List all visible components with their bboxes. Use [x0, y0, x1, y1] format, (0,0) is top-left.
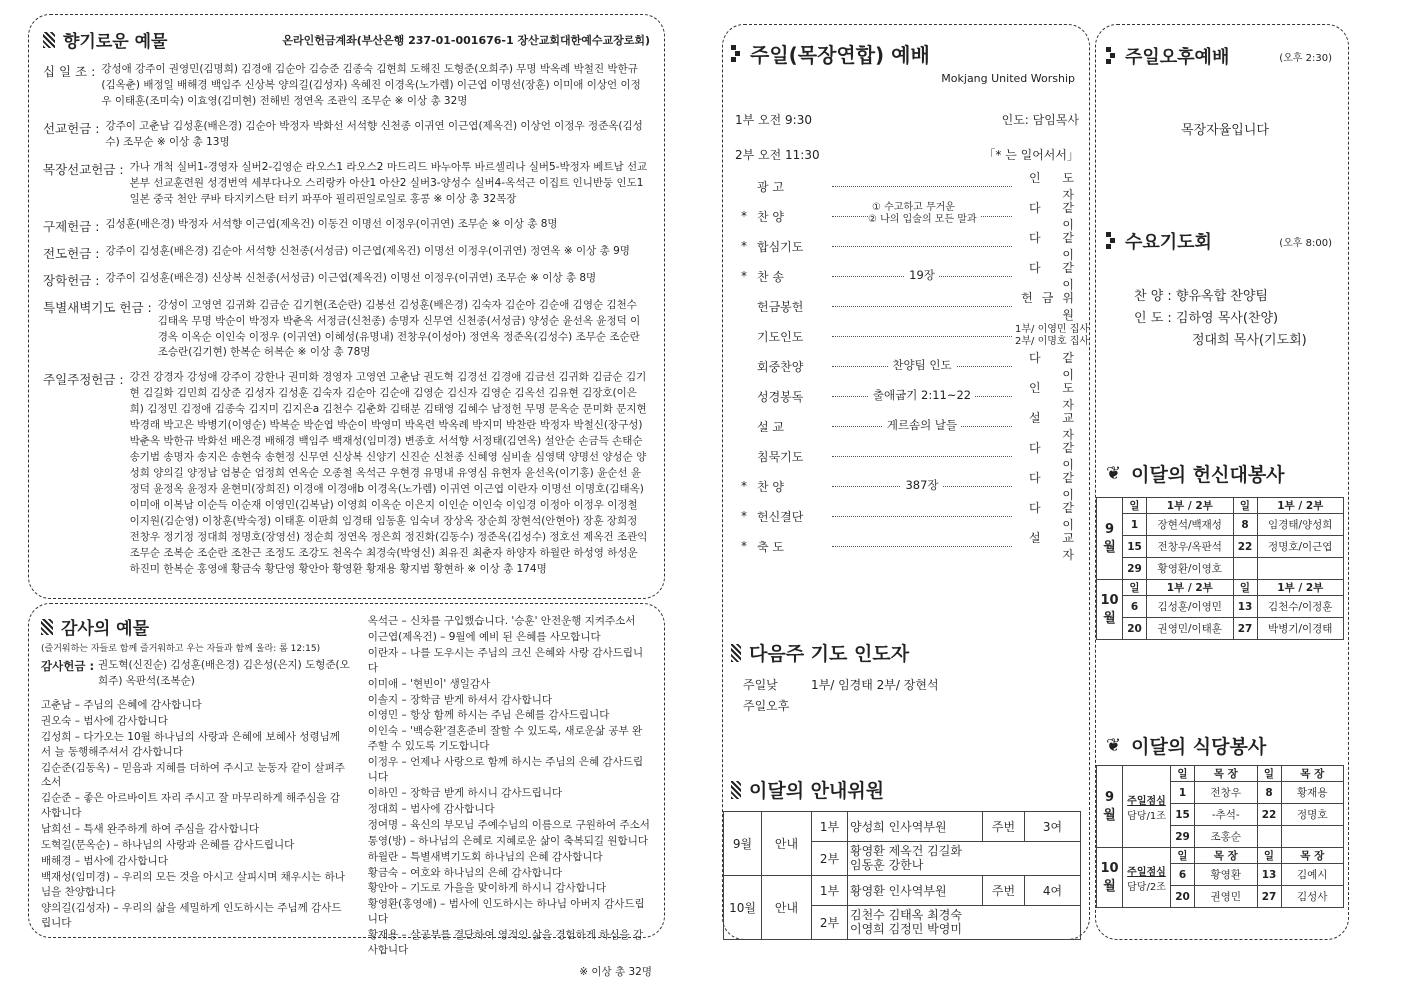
thanks-total: ※ 이상 총 32명	[579, 965, 652, 978]
usher-n2-line2: 임동훈 강한나	[850, 857, 924, 872]
order-content-text: 19장	[905, 268, 939, 282]
thanks-item: 권오숙 – 범사에 감사합니다	[41, 714, 168, 727]
order-dots	[832, 336, 1012, 337]
thanks-item: 백재성(임미경) – 우리의 모든 것을 아시고 살피시며 채우시는 하나님을 찬양합니다	[41, 870, 345, 898]
order-content	[832, 357, 1012, 373]
offering-names: 강성이 고영연 김귀화 김금순 김기현(조순란) 김봉선 김성훈(배은경) 김숙자 김순아 김순애 김영순 김천수 김태옥 무명 박순이 박정자 박춘옥 서정금(신천종) 송명자 신무연 신천종(서성금) 양성순 윤선옥 윤정덕 이경옥 이옥순 이인숙 이정우 (이귀연) 이혜성(유명내) 전창우(이성아) 정연옥 정준옥(김성수) 조무순 조순란 조승란(김기현) 한복순 허복순 ※ 이상 총 78명	[157, 298, 641, 359]
cafeteria-table	[1096, 765, 1344, 908]
worship-subtitle: Mokjang United Worship	[941, 72, 1075, 85]
prayer-section	[731, 639, 1083, 714]
header-cell: 일	[1123, 498, 1147, 514]
usher-p2: 2부	[812, 842, 848, 876]
order-content	[832, 202, 1012, 227]
thanks-item: 이솔지 – 장학금 받게 하셔서 감사합니다	[367, 693, 552, 706]
ushers-title: 이달의 안내위원	[749, 780, 885, 802]
order-content-text: 게르솜의 날들	[883, 418, 961, 432]
header-cell: 1부 / 2부	[1257, 580, 1344, 596]
offering-label: 목장선교헌금 :	[43, 161, 124, 177]
order-dots	[832, 357, 1012, 372]
day-cell: 27	[1257, 886, 1281, 908]
offering-group	[43, 217, 650, 235]
fleuron-icon: ❦	[1106, 463, 1122, 485]
order-item: 헌신결단	[757, 509, 804, 524]
usher-n2	[848, 842, 1081, 876]
day-cell: 8	[1233, 514, 1257, 536]
thanks-item: 통영(방) – 하나님의 은혜로 지혜로운 삶이 축복되길 원합니다	[367, 834, 648, 847]
service-time-1: 1부 오전 9:30	[735, 113, 812, 127]
name-cell: -추석-	[1195, 804, 1258, 826]
thanks-item: 옥석근 – 신차를 구입했습니다. '승훈' 안전운행 지켜주소서	[367, 615, 636, 627]
order-dots	[832, 246, 1012, 247]
prayer-label-day: 주일낮	[743, 678, 778, 692]
thanks-item: 정대희 – 범사에 감사합니다	[367, 802, 495, 815]
name-cell: 임경태/양성희	[1257, 514, 1344, 536]
name-cell: 김성사	[1281, 886, 1344, 908]
name-cell: 전창우	[1195, 782, 1258, 804]
name-cell	[1281, 826, 1344, 848]
fleuron-icon: ❦	[1106, 735, 1122, 757]
usher-p1: 1부	[812, 812, 848, 842]
usher-month: 10월	[724, 876, 762, 940]
header-cell: 목 장	[1281, 766, 1344, 782]
thanks-item: 김순준(김동옥) – 믿음과 지혜를 더하여 주시고 눈동자 같이 살펴주소서	[41, 761, 345, 789]
name-cell: 권영민	[1195, 886, 1258, 908]
offering-group	[43, 298, 650, 362]
order-row	[731, 261, 1083, 291]
offering-names: 강주이 김성훈(배은경) 김순아 서석향 신천종(서성금) 이근엽(제옥건) 이명선 이정우(이귀연) 정연옥 ※ 이상 총 9명	[105, 244, 630, 257]
offering-names: 강주이 고춘남 김성훈(배은경) 김순아 박정자 박화선 서석향 신천종 이귀연 이근엽(제옥건) 이상언 이정우 정준옥(김성수) 조무순 ※ 이상 총 13명	[105, 119, 643, 148]
afternoon-time: (오후 2:30)	[1279, 52, 1332, 64]
order-person: 다 같 이	[1029, 501, 1083, 532]
order-row	[731, 471, 1083, 501]
thanks-subtitle: (즐거워하는 자들로 함께 즐거워하고 우는 자들과 함께 울라: 롬 12:15)	[41, 644, 321, 654]
usher-n2-line2: 이영희 김정민 박영미	[850, 921, 962, 936]
month-cell: 9 월	[1097, 498, 1123, 580]
header-cell: 목 장	[1195, 848, 1258, 864]
day-cell: 29	[1123, 558, 1147, 580]
order-person: 다 같 이	[1029, 201, 1083, 232]
order-content	[832, 417, 1012, 433]
pattern-marker-icon	[43, 32, 55, 48]
thanks-item: 이근엽(제옥건) – 9월에 예비 된 은혜를 사모합니다	[367, 630, 601, 643]
ushers-section	[731, 776, 1083, 940]
pattern-marker-icon	[731, 644, 741, 662]
pattern-marker-icon	[731, 781, 741, 799]
offering-label: 전도헌금 :	[43, 245, 100, 261]
usher-tag: 주번	[983, 812, 1025, 842]
offering-panel	[28, 14, 665, 599]
side-panel	[1095, 24, 1349, 940]
offering-group	[43, 370, 650, 577]
day-cell	[1233, 558, 1257, 580]
afternoon-title: 주일오후예배	[1125, 47, 1230, 68]
order-dots	[832, 546, 1012, 547]
offering-group	[43, 119, 650, 151]
thanks-label: 감사헌금 :	[41, 659, 95, 673]
afternoon-text: 목장자율입니다	[1181, 123, 1269, 138]
header-cell: 일	[1171, 848, 1195, 864]
usher-month: 9월	[724, 812, 762, 876]
name-cell: 정명호/이근엽	[1257, 536, 1344, 558]
name-cell: 황영환	[1195, 864, 1258, 886]
prayer-title: 다음주 기도 인도자	[749, 643, 910, 665]
header-cell: 1부 / 2부	[1147, 580, 1234, 596]
day-cell: 6	[1123, 596, 1147, 618]
order-person: 헌금위원	[1021, 291, 1083, 322]
cafeteria-section	[1100, 732, 1344, 908]
thanks-item: 도혁길(문옥순) – 하나님의 사랑과 은혜를 감사드립니다	[41, 839, 295, 852]
order-item: 광 고	[757, 179, 784, 194]
offering-group	[43, 160, 650, 208]
name-cell: 김예시	[1281, 864, 1344, 886]
order-dots	[832, 477, 1012, 492]
thanks-left-list	[41, 698, 350, 931]
wednesday-title: 수요기도회	[1125, 232, 1212, 253]
order-dots	[832, 417, 1012, 432]
name-cell: 전창우/옥판석	[1147, 536, 1234, 558]
order-dots	[832, 456, 1012, 457]
thanks-item: 이란자 – 나를 도우시는 주님의 크신 은혜와 사랑 감사드립니다	[367, 646, 644, 674]
thanks-item: 이하민 – 장학금 받게 하시니 감사드립니다	[367, 786, 563, 799]
day-cell: 15	[1171, 804, 1195, 826]
order-item: 찬 양	[757, 479, 784, 494]
order-item: 기도인도	[757, 329, 804, 344]
order-content-text: 찬양팀 인도	[888, 358, 955, 372]
name-cell: 황영환/이영호	[1147, 558, 1234, 580]
thanks-item: 정여명 – 육신의 부모님 주예수님의 이름으로 구원하여 주소서	[367, 818, 650, 831]
name-cell: 장현석/백재성	[1147, 514, 1234, 536]
order-row	[731, 351, 1083, 381]
name-cell: 김천수/이정훈	[1257, 596, 1344, 618]
offering-group	[43, 271, 650, 289]
thanks-item: 남희선 – 특새 완주하게 하여 주심을 감사합니다	[41, 823, 259, 836]
offering-label: 십 일 조 :	[43, 64, 96, 79]
order-item: 성경봉독	[757, 389, 804, 404]
worship-title: 주일(목장연합) 예배	[750, 43, 930, 67]
thanks-panel	[28, 603, 665, 978]
day-cell: 22	[1257, 804, 1281, 826]
header-cell: 목 장	[1195, 766, 1258, 782]
meal-sub: 담당/2조	[1127, 881, 1166, 893]
month-cell: 10 월	[1097, 580, 1123, 640]
header-cell: 일	[1123, 580, 1147, 596]
name-cell: 정명호	[1281, 804, 1344, 826]
day-cell: 13	[1257, 864, 1281, 886]
usher-n2	[848, 906, 1081, 940]
day-cell: 15	[1123, 536, 1147, 558]
thanks-names: 권도혁(신진순) 김성훈(배은경) 김은성(은지) 도형준(오희주) 옥판석(조복순)	[98, 659, 350, 687]
order-mark: *	[741, 239, 747, 253]
wednesday-praise: 찬 양 : 향유옥합 찬양팀	[1134, 289, 1268, 304]
day-cell: 22	[1233, 536, 1257, 558]
offering-label: 장학헌금 :	[43, 272, 100, 288]
name-cell: 박병기/이경태	[1257, 618, 1344, 640]
order-person: 인 도 자	[1029, 171, 1083, 202]
prayer-label-afternoon: 주일오후	[743, 699, 790, 713]
order-dots	[832, 186, 1012, 187]
devotion-title: 이달의 헌신대봉사	[1131, 464, 1285, 487]
thanks-item: 이인숙 – '백승환'결혼준비 잘할 수 있도록, 새로운삶 공부 완주할 수 있도록 기도합니다	[367, 725, 643, 753]
meal-label-cell	[1123, 848, 1171, 908]
offering-names: 강건 강경자 강성애 강주이 강한나 권미화 경영자 고영연 고춘남 권도혁 김경선 김경애 김금선 김귀화 김금순 김기현 김길화 김민희 김상준 김성자 김성훈 김숙자 김순아 김순애 김영순 김신자 김영순 김옥선 김유현 김장호(이은희) 김정민 김정애 김종숙 김지미 김지은a 김천수 김춘화 김태분 김태영 김혜수 남정헌 무명 문옥순 문미화 문지현 박경래 박고은 박병기(이영순) 박복순 박순엽 박순이 박영미 박옥련 박옥례 박지미 박찬란 박정자 박철신(장구성) 박춘옥 박한규 박화선 배은경 배해경 백임주 백재성(임미경) 변종호 서석향 서정태(김연옥) 설안순 손금득 손태순 송기범 송명자 송지은 송현숙 송현정 신무연 신상복 신양기 신진순 신천종 신혜영 심비솔 심영택 양명선 양성순 양성희 양의길 양정남 엄봉순 엄정희 연옥순 오종철 옥석근 우현경 유명내 유영심 유현자 윤선옥(이기홍) 윤순선 윤정덕 윤정옥 윤정자 윤현미(장희진) 이경애 이경애b 이경옥(노가렘) 이귀연 이근엽 이란자 이명선 이명호(김태옥) 이미애 이복남 이순득 이순재 이영민(김복남) 이영희 이옥순 이은지 이인순 이인숙 이임경 이정아 이정우 이정철 이지원(김순영) 이창훈(박숙정) 이태훈 이판희 임경태 임동훈 임숙녀 장상옥 장순희 장현석(안현아) 장훈 장희정 전창우 정기정 정대희 정명호(장영선) 정순희 정연옥 정은희 정진화(김동수) 정준옥(김성수) 정호선 제옥건 조관익 조무순 조복순 조순란 조찬근 조정도 조강도 천옥수 최경숙(박영신) 최유진 최춘자 하양자 하월란 하성영 하성운 하진미 한복순 홍영애 황금숙 황단영 황안아 황영환 황재용 황지범 황현하 ※ 이상 총 174명	[129, 371, 648, 575]
thanks-item: 배해경 – 범사에 감사합니다	[41, 854, 168, 867]
header-cell: 일	[1171, 766, 1195, 782]
offering-title: 향기로운 예물	[63, 32, 168, 52]
offering-group	[43, 244, 650, 262]
thanks-right-list	[368, 614, 652, 958]
usher-n1: 황영환 인사역부원	[848, 876, 983, 906]
offering-title-wrap	[43, 27, 167, 52]
dots-marker-icon	[1106, 232, 1115, 250]
dots-marker-icon	[1106, 47, 1115, 65]
meal-label: 주일점심	[1127, 866, 1166, 878]
order-row	[731, 201, 1083, 231]
offering-label: 구제헌금 :	[43, 218, 100, 234]
thanks-item: 하월란 – 특별새벽기도회 하나님의 은혜 감사합니다	[367, 850, 603, 863]
dots-marker-icon	[731, 45, 740, 63]
thanks-item: 고춘남 – 주님의 은혜에 감사합니다	[41, 698, 202, 711]
order-item: 설 교	[757, 419, 784, 434]
header-cell: 일	[1257, 766, 1281, 782]
order-dots	[832, 267, 1012, 282]
header-cell: 1부 / 2부	[1257, 498, 1344, 514]
order-dots	[832, 387, 1012, 402]
usher-role: 안내	[762, 876, 812, 940]
day-cell: 27	[1233, 618, 1257, 640]
standing-note: 「* 는 일어서서」	[983, 148, 1079, 162]
order-item: 합심기도	[757, 239, 804, 254]
offering-label: 특별새벽기도 헌금 :	[43, 299, 152, 315]
thanks-title: 감사의 예물	[61, 619, 150, 639]
thanks-item: 김순준 – 좋은 아르바이트 자리 주시고 잘 마무리하게 해주심을 감사합니다	[41, 792, 341, 820]
thanks-left-col	[41, 614, 350, 979]
wednesday-leader: 인 도 : 김하영 목사(찬양)	[1134, 311, 1279, 327]
order-content	[832, 267, 1012, 283]
month-cell: 10 월	[1097, 848, 1123, 908]
order-row	[731, 411, 1083, 441]
order-item: 회중찬양	[757, 359, 804, 374]
usher-role: 안내	[762, 812, 812, 876]
day-cell: 20	[1171, 886, 1195, 908]
order-mark: *	[741, 209, 747, 223]
order-dots	[832, 306, 1012, 307]
order-content-text: ① 수고하고 무거운 ② 나의 입술의 모든 말과	[868, 202, 981, 226]
order-mark: *	[741, 479, 747, 493]
thanks-item: 양의길(김성자) – 우리의 삶을 세밀하게 인도하시는 주님께 감사드립니다	[41, 901, 342, 929]
usher-n1: 양성희 인사역부원	[848, 812, 983, 842]
usher-p2: 2부	[812, 906, 848, 940]
order-mark: *	[741, 269, 747, 283]
order-person: 설 교 자	[1029, 411, 1083, 442]
usher-cnt: 3여	[1025, 812, 1081, 842]
order-person: 다 같 이	[1029, 351, 1083, 382]
account-info: 온라인헌금계좌(부산은행 237-01-001676-1 장산교회대한예수교장로회)	[282, 33, 650, 47]
header-cell: 1부 / 2부	[1147, 498, 1234, 514]
ushers-table	[723, 811, 1081, 940]
name-cell: 김성훈/이영민	[1147, 596, 1234, 618]
order-person: 다 같 이	[1029, 471, 1083, 502]
order-row	[731, 501, 1083, 531]
header-cell: 일	[1233, 498, 1257, 514]
thanks-item: 이미애 – '현빈이' 생일감사	[367, 677, 491, 690]
day-cell	[1257, 826, 1281, 848]
order-item: 헌금봉헌	[757, 299, 804, 314]
meal-label: 주일점심	[1127, 795, 1166, 807]
usher-p1: 1부	[812, 876, 848, 906]
offering-groups	[43, 62, 650, 578]
thanks-item: 황금숙 – 여호와 하나님의 은혜 감사합니다	[367, 866, 563, 879]
thanks-item: 이영민 – 항상 함께 하시는 주님 은혜를 감사드립니다	[367, 709, 610, 722]
day-cell: 6	[1171, 864, 1195, 886]
service-leader-1: 인도: 담임목사	[1001, 113, 1079, 127]
order-person: 다 같 이	[1029, 261, 1083, 292]
usher-cnt: 4여	[1025, 876, 1081, 906]
day-cell: 13	[1233, 596, 1257, 618]
pattern-marker-icon	[41, 619, 53, 635]
thanks-item: 황안아 – 기도로 가을을 맞이하게 하시니 감사합니다	[367, 882, 607, 895]
order-row	[731, 321, 1090, 351]
thanks-right-col	[368, 614, 652, 979]
day-cell: 1	[1171, 782, 1195, 804]
name-cell: 권영민/이태훈	[1147, 618, 1234, 640]
order-row	[731, 381, 1083, 411]
offering-label: 선교헌금 :	[43, 120, 100, 136]
order-dots	[832, 516, 1012, 517]
wednesday-time: (오후 8:00)	[1279, 237, 1332, 249]
devotion-table	[1096, 497, 1344, 640]
offering-names: 강주이 김성훈(배은경) 신상복 신천종(서성금) 이근엽(제옥건) 이명선 이정우(이귀연) 조무순 ※ 이상 총 8명	[105, 271, 597, 284]
order-content	[832, 387, 1012, 403]
order-person: 다 같 이	[1029, 231, 1083, 262]
offering-names: 강성애 강주이 권영민(김명희) 김경애 김순아 김승준 김종숙 김현희 도해진 도형준(오희주) 무명 박옥례 박철진 박한규(김옥춘) 배정일 배해경 백임주 신상복 양의길(김성자) 옥혜진 이경옥(노가렘) 이근엽 이명선(장훈) 이미애 이상언 이정우 이태훈(조미숙) 이효영(김미현) 전해빈 정연옥 조관익 조무순 ※ 이상 총 32명	[101, 63, 641, 107]
month-cell: 9 월	[1097, 766, 1123, 848]
order-item: 축 도	[757, 539, 784, 554]
meal-sub: 담당/1조	[1127, 810, 1166, 822]
order-row	[731, 231, 1083, 261]
order-mark: *	[741, 539, 747, 553]
usher-n2-line1: 김천수 김태옥 최경숙	[850, 907, 962, 922]
order-person: 설 교 자	[1029, 531, 1083, 562]
order-person: 인 도 자	[1029, 381, 1083, 412]
order-item: 찬 양	[757, 209, 784, 224]
name-cell: 조홍순	[1195, 826, 1258, 848]
day-cell: 29	[1171, 826, 1195, 848]
name-cell	[1257, 558, 1344, 580]
order-row	[731, 291, 1083, 321]
offering-names: 김성훈(배은경) 박정자 서석향 이근엽(제옥건) 이동건 이명선 이정우(이귀연) 조무순 ※ 이상 총 8명	[105, 217, 558, 230]
day-cell: 1	[1123, 514, 1147, 536]
wednesday-leader-2: 정대희 목사(기도회)	[1192, 333, 1307, 349]
service-time-2: 2부 오전 11:30	[735, 148, 820, 162]
meal-label-cell	[1123, 766, 1171, 848]
worship-panel	[722, 24, 1090, 940]
order-content-text: 387장	[901, 478, 942, 492]
offering-names: 가나 개척 실버1-경영자 실버2-김영순 라오스1 라오스2 마드리드 바누아투 바르셀리나 실버5-박정자 베트남 선교본부 선교훈련원 성경번역 세부다나오 스리랑카 아산1 아산2 실버3-양성수 실버4-옥석근 이집트 인니반둥 인도1 일본 중국 천안 쿠바 타지키스탄 터키 파푸아 필리핀일로일로 홍콩 ※ 이상 총 32목장	[129, 160, 648, 205]
order-row	[731, 171, 1083, 201]
header-cell: 일	[1257, 848, 1281, 864]
order-item: 찬 송	[757, 269, 784, 284]
order-row	[731, 531, 1083, 561]
order-person: 다 같 이	[1029, 441, 1083, 472]
order-item: 침묵기도	[757, 449, 804, 464]
name-cell: 황재용	[1281, 782, 1344, 804]
offering-label: 주일주정헌금 :	[43, 372, 124, 388]
worship-order	[731, 171, 1090, 562]
usher-n2-line1: 황영환 제옥건 김길화	[850, 843, 962, 858]
thanks-item: 황재용 – 살공부를 결단하여 영적인 삶을 경험하게 하심을 감사합니다	[367, 929, 644, 957]
header-cell: 일	[1233, 580, 1257, 596]
header-cell: 목 장	[1281, 848, 1344, 864]
devotion-section	[1100, 460, 1344, 640]
usher-tag: 주번	[983, 876, 1025, 906]
order-content	[832, 477, 1012, 493]
thanks-item: 이정우 – 언제나 사랑으로 함께 하시는 주님의 은혜 감사드립니다	[367, 756, 644, 784]
day-cell: 20	[1123, 618, 1147, 640]
order-mark: *	[741, 509, 747, 523]
day-cell: 8	[1257, 782, 1281, 804]
cafeteria-title: 이달의 식당봉사	[1131, 736, 1267, 759]
order-row	[731, 441, 1083, 471]
offering-group	[43, 62, 650, 110]
order-dots	[832, 201, 1012, 225]
order-person: 1부/ 이영민 집사 2부/ 이명호 집사	[1015, 324, 1090, 347]
thanks-item: 김성희 – 다가오는 10월 하나님의 사랑과 은혜에 보혜사 성령님께서 늘 동행해주셔서 감사합니다	[41, 730, 340, 758]
prayer-day-names: 1부/ 임경태 2부/ 장현석	[811, 678, 939, 692]
order-content-text: 출애굽기 2:11~22	[869, 388, 975, 402]
thanks-item: 황영환(홍영애) – 범사에 인도하시는 하나님 아버지 감사드립니다	[367, 898, 645, 926]
